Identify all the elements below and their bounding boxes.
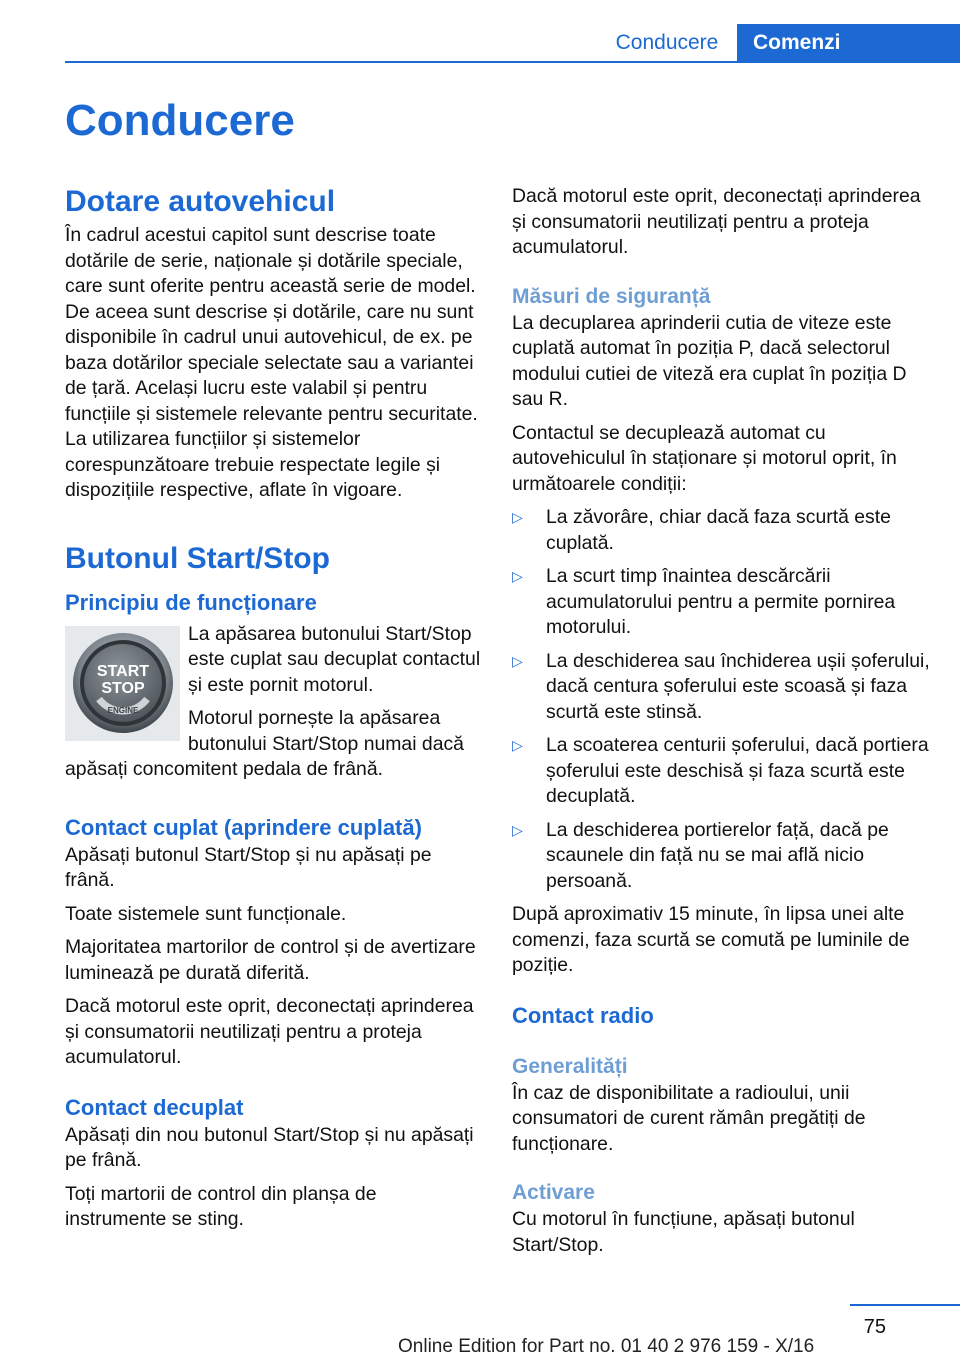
svg-text:START: START (96, 663, 149, 680)
svg-text:ENGINE: ENGINE (107, 706, 138, 715)
right-column (512, 184, 930, 1266)
buton-p1: La apăsarea butonului Start/Stop este cuplat sau decuplat contactul și este pornit motorul. (188, 622, 481, 696)
left-column (65, 183, 481, 1241)
footer-rule (850, 1304, 960, 1306)
activare-p: Cu motorul în funcțiune, apăsați butonul Start/Stop. (512, 1208, 855, 1256)
decuplat-p2: Toți martorii de control din planșa de instrumente se sting. (65, 1182, 377, 1230)
conditions-list (512, 505, 930, 894)
header-section-tab[interactable]: Conducere (615, 31, 719, 54)
list-item: ▷ La deschiderea portierelor față, dacă pe scaunele din față nu se mai află nicio persoană. (512, 818, 889, 892)
header-chapter-tab[interactable]: Comenzi (737, 24, 960, 62)
page-number: 75 (863, 1316, 886, 1338)
heading-contact-radio: Contact radio (512, 1002, 654, 1028)
generalitati-p: În caz de disponibilitate a radioului, unii consumatori de curent rămân pregătiți de funcționare. (512, 1081, 866, 1155)
list-item: ▷ La scoaterea centurii șoferului, dacă portiera șoferului este deschisă și faza scurtă este decuplată. (512, 734, 929, 807)
start-stop-engine-icon (69, 629, 177, 737)
heading-masuri: Măsuri de siguranță (512, 284, 711, 308)
cuplat-p3: Majoritatea martorilor de control și de avertizare luminează pe durată diferită. (65, 936, 476, 984)
triangle-bullet-icon: ▷ (512, 737, 523, 753)
heading-generalitati: Generalități (512, 1054, 628, 1078)
masuri-p3: După aproximativ 15 minute, în lipsa unei alte comenzi, faza scurtă se comută pe luminile de poziție. (512, 903, 910, 976)
heading-contact-decuplat: Contact decuplat (65, 1094, 244, 1120)
header-rule (65, 61, 960, 63)
masuri-p1: La decuplarea aprinderii cutia de viteze este cuplată automat în poziția P, dacă selectorul modului cutiei de viteză era cuplat în poziția D sau R. (512, 311, 907, 410)
masuri-p2: Contactul se decuplează automat cu autovehiculul în staționare și motorul oprit, în următoarele condiții: (512, 421, 897, 495)
cuplat-p4: Dacă motorul este oprit, deconectați aprinderea și consumatorii neutilizați pentru a proteja acumulatorul. (65, 995, 474, 1068)
heading-contact-cuplat: Contact cuplat (aprindere cuplată) (65, 814, 422, 840)
list-item: ▷ La deschiderea sau închiderea ușii șoferului, dacă centura șoferului este scoasă și faza scurtă este stinsă. (512, 649, 930, 723)
cuplat-p1: Apăsați butonul Start/Stop și nu apăsați pe frână. (65, 843, 432, 891)
cuplat-p2: Toate sistemele sunt funcționale. (65, 902, 347, 925)
heading-activare: Activare (512, 1181, 595, 1204)
start-stop-button-image (65, 626, 180, 741)
list-item: ▷ La zăvorâre, chiar dacă faza scurtă este cuplată. (512, 506, 891, 554)
buton-p2: Motorul pornește la apăsarea butonului Start/Stop numai dacă apăsați concomitent pedala de frână. (65, 707, 464, 780)
triangle-bullet-icon: ▷ (512, 509, 523, 525)
list-item: ▷ La scurt timp înaintea descărcării acumulatorului pentru a permite pornirea motorului. (512, 565, 896, 638)
triangle-bullet-icon: ▷ (512, 652, 523, 669)
triangle-bullet-icon: ▷ (512, 821, 523, 838)
decuplat-p1: Apăsați din nou butonul Start/Stop și nu apăsați pe frână. (65, 1123, 474, 1171)
heading-principiu: Principiu de funcționare (65, 589, 317, 615)
chapter-title: Conducere (65, 96, 295, 145)
right-intro: Dacă motorul este oprit, deconectați aprinderea și consumatorii neutilizați pentru a proteja acumulatorul. (512, 185, 921, 258)
edition-note: Online Edition for Part no. 01 40 2 976 159 - X/16 (398, 1336, 815, 1357)
dotare-text: În cadrul acestui capitol sunt descrise toate dotările de serie, naționale și dotările speciale, care sunt oferite pentru această serie de model. De aceea sunt descrise și dotările, care nu sunt disponibile în cadrul unui autovehicul, de ex. pe baza dotărilor speciale selectate sau a variantei de țară. Același lucru este valabil și pentru funcțiile și sistemele relevante pentru securitate. La utilizarea funcțiilor și sistemelor corespunzătoare trebuie respectate legile și dispozițiile respective, aflate în vigoare. (65, 224, 478, 501)
svg-text:STOP: STOP (100, 680, 145, 697)
heading-buton: Butonul Start/Stop (65, 541, 330, 575)
heading-dotare: Dotare autovehicul (65, 185, 336, 218)
triangle-bullet-icon: ▷ (512, 568, 523, 584)
